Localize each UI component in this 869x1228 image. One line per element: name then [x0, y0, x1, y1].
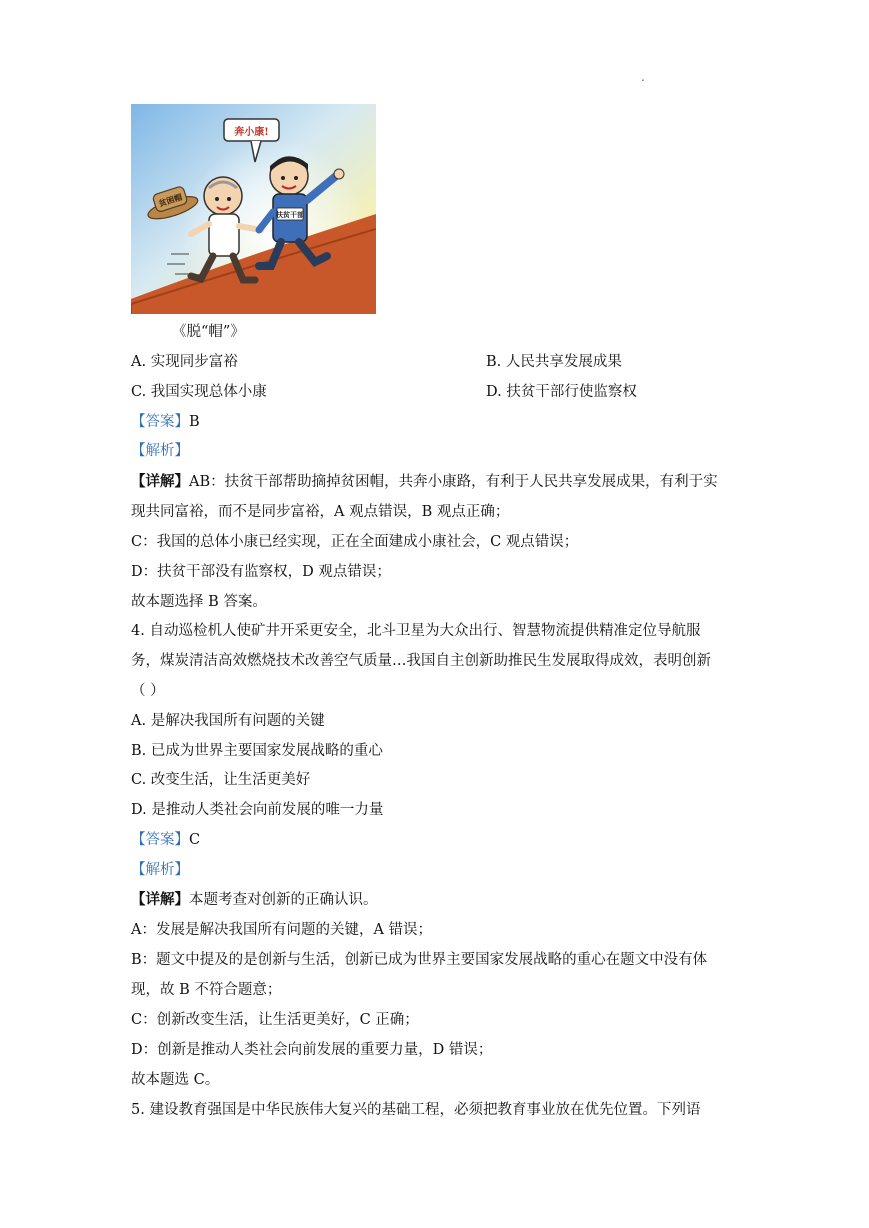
q4-detail-text1: 本题考查对创新的正确认识。: [189, 892, 378, 908]
page-mark: .: [641, 70, 645, 84]
q4-analysis-tag: 【解析】: [131, 862, 189, 878]
q3-detail-line2: 现共同富裕，而不是同步富裕，A 观点错误，B 观点正确；: [131, 504, 510, 520]
q4-detail-line1: [131, 890, 378, 910]
q4-detail-line4: 现，故 B 不符合题意；: [131, 982, 282, 998]
cartoon-illustration: [131, 104, 376, 314]
q4-option-b: B. 已成为世界主要国家发展战略的重心: [131, 743, 383, 759]
q4-detail-line3: B：题文中提及的是创新与生活，创新已成为世界主要国家发展战略的重心在题文中没有体: [131, 952, 708, 968]
q3-detail-line3: C：我国的总体小康已经实现，正在全面建成小康社会，C 观点错误；: [131, 534, 579, 550]
q4-option-a: A. 是解决我国所有问题的关键: [131, 713, 325, 729]
q3-answer-value: B: [189, 414, 200, 430]
q3-answer: [131, 412, 200, 432]
q4-option-d: D. 是推动人类社会向前发展的唯一力量: [131, 802, 384, 818]
q3-detail-text1: AB：扶贫干部帮助摘掉贫困帽，共奔小康路，有利于人民共享发展成果，有利于实: [189, 474, 718, 490]
q5-stem-line1: 5. 建设教育强国是中华民族伟大复兴的基础工程，必须把教育事业放在优先位置。下列语: [131, 1102, 701, 1118]
q4-stem-line3: （ ）: [131, 683, 165, 699]
q4-stem-line2: 务，煤炭清洁高效燃烧技术改善空气质量…我国自主创新助推民生发展取得成效，表明创新: [131, 653, 711, 669]
q3-analysis-tag: 【解析】: [131, 443, 189, 459]
cartoon-svg: [131, 104, 376, 314]
q3-conclusion: 故本题选择 B 答案。: [131, 594, 267, 610]
cadre-badge-label: 扶贫干部: [276, 210, 304, 219]
q4-detail-line2: A：发展是解决我国所有问题的关键，A 错误；: [131, 922, 433, 938]
q4-stem-line1: 4. 自动巡检机人使矿井开采更安全，北斗卫星为大众出行、智慧物流提供精准定位导航服: [131, 623, 701, 639]
q4-detail-line5: C：创新改变生活，让生活更美好，C 正确；: [131, 1012, 419, 1028]
q4-answer: [131, 830, 200, 850]
q3-option-b: B. 人民共享发展成果: [486, 354, 622, 370]
q3-detail-tag: 【详解】: [131, 473, 189, 490]
q3-answer-tag: 【答案】: [131, 414, 189, 430]
figure-caption: 《脱“帽”》: [172, 324, 245, 340]
q4-option-c: C. 改变生活，让生活更美好: [131, 772, 311, 788]
q4-answer-value: C: [189, 832, 201, 848]
q3-option-c: C. 我国实现总体小康: [131, 384, 267, 400]
q4-conclusion: 故本题选 C。: [131, 1072, 220, 1088]
q3-option-d: D. 扶贫干部行使监察权: [486, 384, 637, 400]
q4-answer-tag: 【答案】: [131, 832, 189, 848]
hat-label: 贫困帽: [157, 191, 184, 209]
q4-detail-tag: 【详解】: [131, 891, 189, 908]
q3-option-a: A. 实现同步富裕: [131, 354, 238, 370]
speech-bubble-text: 奔小康!: [234, 127, 269, 138]
q4-detail-line6: D：创新是推动人类社会向前发展的重要力量，D 错误；: [131, 1042, 493, 1058]
q3-detail-line1: [131, 472, 718, 492]
q3-detail-line4: D：扶贫干部没有监察权，D 观点错误；: [131, 564, 391, 580]
